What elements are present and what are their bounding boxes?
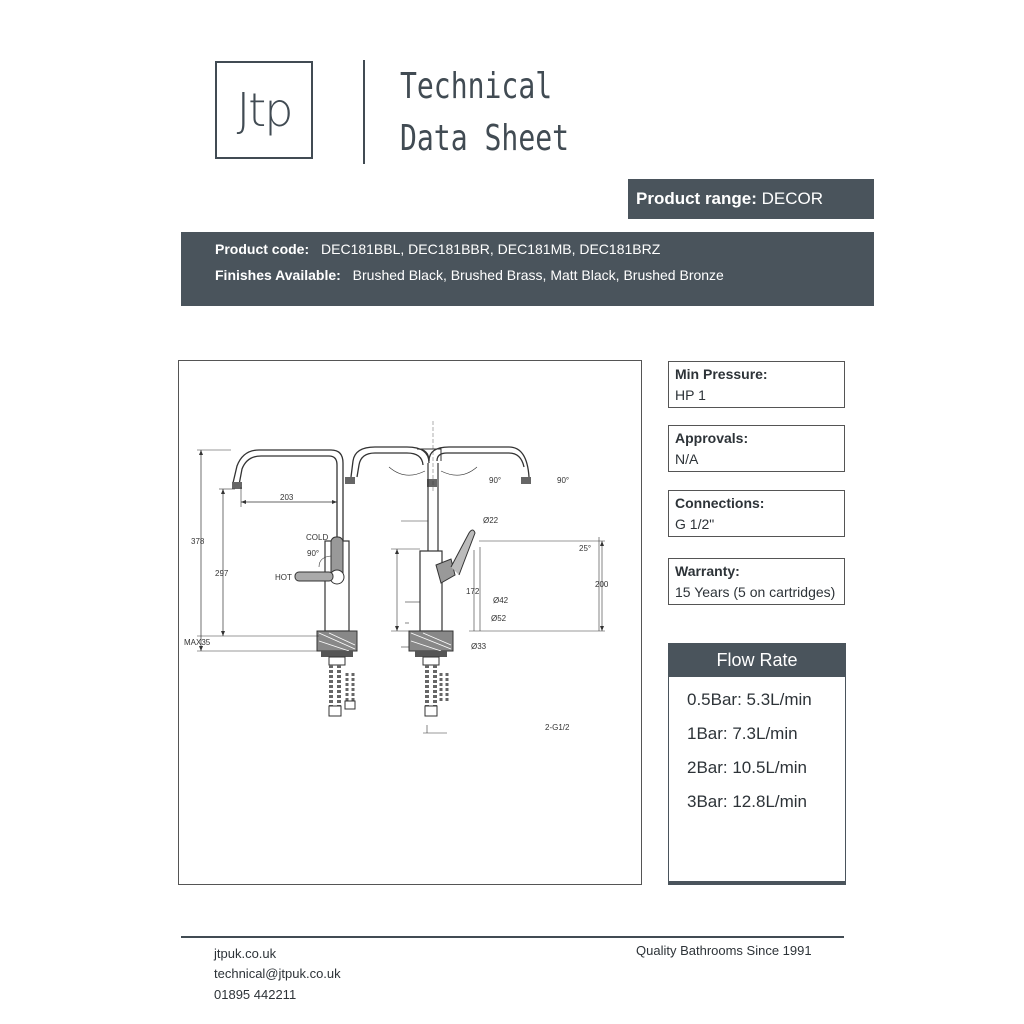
dim-d22: Ø22 (483, 516, 499, 525)
label-hot: HOT (275, 573, 292, 582)
side-view (197, 450, 357, 716)
spec-min-pressure (668, 361, 845, 408)
spec-value: G 1/2" (675, 516, 715, 532)
technical-drawing (178, 360, 642, 885)
page-title-line1: Technical (400, 66, 553, 107)
product-range-value: DECOR (761, 189, 824, 208)
label-cold: COLD (306, 533, 329, 542)
angle-90-side: 90° (307, 549, 320, 558)
footer-tagline: Quality Bathrooms Since 1991 (636, 943, 812, 958)
angle-90-left: 90° (489, 476, 502, 485)
footer-email[interactable]: technical@jtpuk.co.uk (214, 966, 341, 981)
spec-value: 15 Years (5 on cartridges) (675, 584, 836, 600)
flow-rate-item: 3Bar: 12.8L/min (687, 792, 808, 811)
footer-website[interactable]: jtpuk.co.uk (214, 946, 277, 961)
front-view (345, 421, 605, 733)
dim-172: 172 (466, 587, 480, 596)
dim-d42: Ø42 (493, 596, 509, 605)
dim-d52: Ø52 (491, 614, 507, 623)
dim-297: 297 (215, 569, 229, 578)
spec-warranty (668, 558, 845, 605)
tap-drawing-svg (179, 361, 643, 886)
dim-25: 25° (579, 544, 592, 553)
product-info-bar (181, 232, 874, 306)
spec-label: Warranty: (675, 563, 740, 579)
spec-approvals (668, 425, 845, 472)
product-code-row (215, 240, 874, 266)
flow-rate-item: 1Bar: 7.3L/min (687, 724, 798, 743)
product-code-value: DEC181BBL, DEC181BBR, DEC181MB, DEC181BRZ (321, 241, 661, 257)
flow-rate-title: Flow Rate (669, 644, 845, 677)
spec-label: Connections: (675, 495, 765, 511)
flow-rate-panel (668, 643, 846, 885)
spec-value: HP 1 (675, 387, 706, 403)
product-range-bar (628, 179, 874, 219)
page-title-line2: Data Sheet (400, 118, 570, 159)
angle-90-right: 90° (557, 476, 570, 485)
dim-max35: MAX35 (184, 638, 211, 647)
product-range-label: Product range: (636, 189, 757, 208)
finishes-value: Brushed Black, Brushed Brass, Matt Black, Brushed Bronze (352, 267, 724, 283)
flow-rate-list (669, 677, 845, 819)
spec-value: N/A (675, 451, 699, 467)
footer-phone: 01895 442211 (214, 987, 297, 1002)
dim-200: 200 (595, 580, 609, 589)
dim-378: 378 (191, 537, 205, 546)
finishes-label: Finishes Available: (215, 267, 341, 283)
spec-connections (668, 490, 845, 537)
flow-rate-item: 0.5Bar: 5.3L/min (687, 690, 812, 709)
dim-d33: Ø33 (471, 642, 487, 651)
finishes-row (215, 266, 874, 292)
spec-label: Approvals: (675, 430, 749, 446)
flow-rate-item: 2Bar: 10.5L/min (687, 758, 808, 777)
spec-label: Min Pressure: (675, 366, 768, 382)
jtp-logo (215, 61, 313, 159)
dim-203: 203 (280, 493, 294, 502)
footer-divider (181, 936, 844, 938)
logo-text: Jtp (236, 83, 292, 137)
header-divider (363, 60, 365, 164)
dim-g12: 2-G1/2 (545, 723, 570, 732)
product-code-label: Product code: (215, 241, 310, 257)
